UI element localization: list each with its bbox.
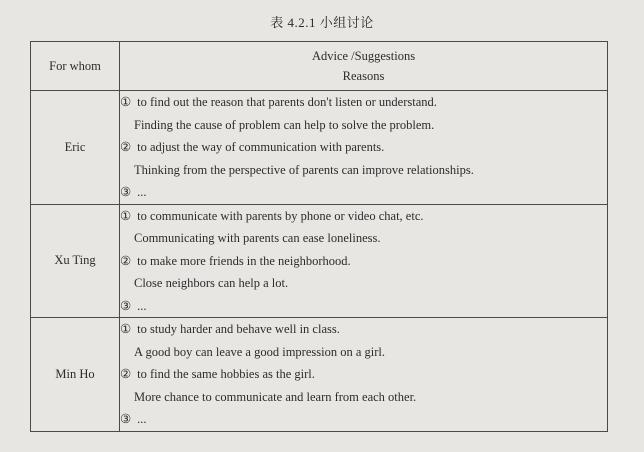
suggestion-line [120, 295, 607, 318]
header-advice-reasons [120, 42, 608, 91]
table-caption: 表 4.2.1 小组讨论 [270, 15, 374, 30]
table-row [31, 91, 608, 205]
advice-cell [120, 318, 608, 432]
suggestion-text: to find the same hobbies as the girl. [137, 367, 315, 381]
item-number: ② [120, 367, 132, 381]
suggestion-text: to make more friends in the neighborhood. [137, 253, 351, 268]
reason-line: More chance to communicate and learn from each other. [134, 389, 417, 404]
suggestion-line [120, 91, 607, 114]
suggestion-line [120, 408, 607, 431]
reason-line: Communicating with parents can ease loneliness. [134, 231, 381, 245]
suggestion-text: ... [137, 412, 147, 426]
suggestion-line [120, 136, 607, 159]
table-row [31, 318, 608, 432]
item-number: ① [120, 322, 132, 336]
reason-line: Thinking from the perspective of parents can improve relationships. [134, 162, 474, 177]
discussion-table [30, 41, 608, 432]
suggestion-text: ... [137, 185, 147, 199]
header-advice: Advice /Suggestions [311, 49, 416, 63]
item-number: ① [120, 208, 132, 223]
header-for-whom: For whom [31, 42, 120, 91]
item-number: ② [120, 140, 132, 154]
suggestion-text: to adjust the way of communication with parents. [137, 140, 385, 154]
reason-line: A good boy can leave a good impression on a girl. [134, 344, 385, 359]
suggestion-text: to communicate with parents by phone or video chat, etc. [137, 208, 424, 223]
item-number: ② [120, 253, 132, 268]
suggestion-text: ... [137, 298, 147, 313]
person-name: Xu Ting [31, 204, 120, 318]
header-reasons: Reasons [342, 69, 385, 83]
item-number: ③ [120, 412, 132, 426]
suggestion-line [120, 250, 607, 273]
suggestion-text: to study harder and behave well in class. [137, 322, 340, 336]
reason-line: Finding the cause of problem can help to solve the problem. [134, 117, 435, 132]
suggestion-line [120, 205, 607, 228]
person-name: Eric [31, 91, 120, 205]
advice-cell [120, 91, 608, 205]
advice-cell [120, 204, 608, 318]
table-row [31, 204, 608, 318]
suggestion-text: to find out the reason that parents don't listen or understand. [137, 95, 437, 109]
item-number: ③ [120, 298, 132, 313]
suggestion-line [120, 363, 607, 386]
suggestion-line [120, 181, 607, 204]
table-header-row [31, 42, 608, 91]
suggestion-line [120, 318, 607, 341]
item-number: ① [120, 95, 132, 109]
person-name: Min Ho [31, 318, 120, 432]
reason-line: Close neighbors can help a lot. [134, 276, 289, 290]
item-number: ③ [120, 185, 132, 199]
